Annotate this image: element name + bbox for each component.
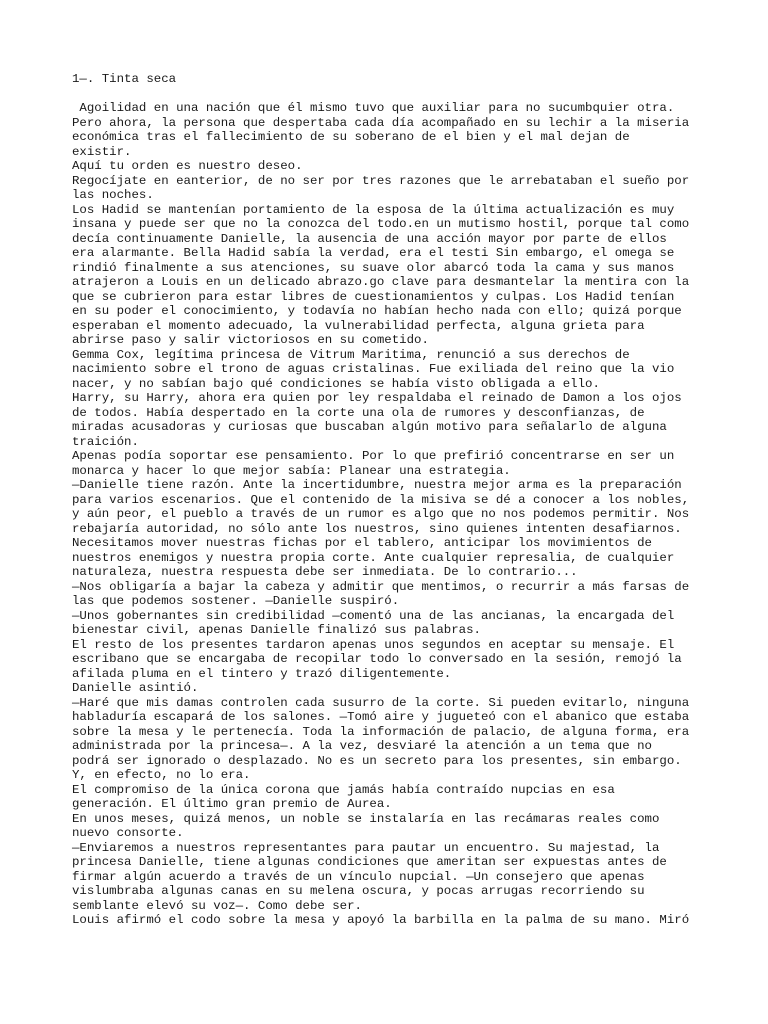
text-line: naturaleza, nuestra respuesta debe ser inmediata. De lo contrario... bbox=[72, 565, 578, 579]
text-line: El compromiso de la única corona que jamás había contraído nupcias en esa bbox=[72, 782, 615, 797]
text-line: Aquí tu orden es nuestro deseo. bbox=[72, 159, 303, 173]
text-line: para varios escenarios. Que el contenido de la misiva se dé a conocer a los nobles, bbox=[72, 492, 690, 507]
text-line: nacimiento sobre el trono de aguas cristalinas. Fue exiliada del reino que la vio bbox=[72, 362, 675, 376]
document-page bbox=[72, 72, 704, 928]
text-line: princesa Danielle, tiene algunas condiciones que ameritan ser expuestas antes de bbox=[72, 855, 667, 869]
text-line: nuestros enemigos y nuestra propia corte. Ante cualquier represalia, de cualquier bbox=[72, 550, 675, 565]
text-line: Gemma Cox, legítima princesa de Vitrum Maritima, renunció a sus derechos de bbox=[72, 347, 630, 362]
text-line: rebajaría autoridad, no sólo ante los nuestros, sino quienes intenten desafiarnos. bbox=[72, 521, 682, 536]
text-line: traición. bbox=[72, 434, 139, 449]
text-line: escribano que se encargaba de recopilar todo lo conversado en la sesión, remojó la bbox=[72, 652, 682, 666]
text-line: rindió finalmente a sus atenciones, su suave olor abarcó toda la cama y sus manos bbox=[72, 260, 675, 275]
text-line: sobre la mesa y le pertenecía. Toda la información de palacio, de alguna forma, era bbox=[72, 724, 690, 739]
document-body bbox=[72, 101, 704, 928]
text-line: de todos. Había despertado en la corte una ola de rumores y desconfianzas, de bbox=[72, 405, 645, 420]
text-line: firmar algún acuerdo a través de un vínculo nupcial. —Un consejero que apenas bbox=[72, 869, 645, 884]
text-line: las que podemos sostener. —Danielle suspiró. bbox=[72, 594, 400, 608]
text-line: Harry, su Harry, ahora era quien por ley respaldaba el reinado de Damon a los ojos bbox=[72, 391, 682, 405]
text-line: En unos meses, quizá menos, un noble se instalaría en las recámaras reales como bbox=[72, 811, 660, 826]
text-line: existir. bbox=[72, 144, 132, 159]
text-line: Apenas podía soportar ese pensamiento. Por lo que prefirió concentrarse en ser un bbox=[72, 449, 675, 463]
text-line: podrá ser ignorado o desplazado. No es un secreto para los presentes, sin embargo. bbox=[72, 753, 682, 768]
text-line: decía continuamente Danielle, la ausencia de una acción mayor por parte de ellos bbox=[72, 231, 667, 246]
text-line: Los Hadid se mantenían portamiento de la esposa de la última actualización es muy bbox=[72, 202, 675, 217]
text-line: vislumbraba algunas canas en su melena oscura, y pocas arrugas recorriendo su bbox=[72, 884, 645, 898]
text-line: abrirse paso y salir victoriosos en su cometido. bbox=[72, 333, 429, 347]
text-line: Necesitamos mover nuestras fichas por el tablero, anticipar los movimientos de bbox=[72, 536, 652, 550]
text-line: miradas acusadoras y curiosas que buscaban algún motivo para señalarlo de alguna bbox=[72, 420, 667, 434]
text-line: era alarmante. Bella Hadid sabía la verdad, era el testi Sin embargo, el omega se bbox=[72, 246, 675, 260]
text-line: monarca y hacer lo que mejor sabía: Planear una estrategia. bbox=[72, 463, 511, 478]
text-line: nuevo consorte. bbox=[72, 826, 184, 840]
text-line: afilada pluma en el tintero y trazó diligentemente. bbox=[72, 666, 452, 681]
text-line: en su poder el conocimiento, y todavía no habían hecho nada con ello; quizá porque bbox=[72, 304, 682, 318]
text-line: —Danielle tiene razón. Ante la incertidumbre, nuestra mejor arma es la preparación bbox=[72, 478, 682, 492]
text-line: —Nos obligaría a bajar la cabeza y admitir que mentimos, o recurrir a más farsas de bbox=[72, 579, 690, 594]
text-line: esperaban el momento adecuado, la vulnerabilidad perfecta, alguna grieta para bbox=[72, 318, 645, 333]
text-line: y aún peor, el pueblo a través de un rumor es algo que no nos podemos permitir. Nos bbox=[72, 507, 690, 521]
text-line: Pero ahora, la persona que despertaba cada día acompañado en su lechir a la miseria bbox=[72, 115, 690, 130]
text-line: Y, en efecto, no lo era. bbox=[72, 768, 251, 782]
text-line: económica tras el fallecimiento de su soberano de el bien y el mal dejan de bbox=[72, 130, 630, 144]
text-line: semblante elevó su voz—. Como debe ser. bbox=[72, 898, 362, 913]
text-line: Danielle asintió. bbox=[72, 681, 199, 695]
text-line: administrada por la princesa—. A la vez, desviaré la atención a un tema que no bbox=[72, 739, 652, 753]
text-line: —Enviaremos a nuestros representantes para pautar un encuentro. Su majestad, la bbox=[72, 840, 660, 855]
text-line: habladuría escapará de los salones. —Tomó aire y jugueteó con el abanico que estaba bbox=[72, 710, 690, 724]
text-line: atrajeron a Louis en un delicado abrazo.go clave para desmantelar la mentira con la bbox=[72, 275, 690, 289]
text-line: insana y puede ser que no la conozca del todo.en un mutismo hostil, porque tal como bbox=[72, 217, 690, 231]
text-line: Louis afirmó el codo sobre la mesa y apoyó la barbilla en la palma de su mano. Miró bbox=[72, 913, 690, 927]
text-line: Agoilidad en una nación que él mismo tuvo que auxiliar para no sucumbquier otra. bbox=[72, 101, 675, 115]
text-line: bienestar civil, apenas Danielle finalizó sus palabras. bbox=[72, 623, 481, 637]
text-line: que se cubrieron para estar libres de cuestionamientos y culpas. Los Hadid tenían bbox=[72, 289, 675, 304]
text-line: las noches. bbox=[72, 188, 154, 202]
text-line: generación. El último gran premio de Aurea. bbox=[72, 797, 392, 811]
text-line: Regocíjate en eanterior, de no ser por tres razones que le arrebataban el sueño por bbox=[72, 173, 690, 188]
chapter-title: 1—. Tinta seca bbox=[72, 72, 177, 86]
text-line: —Unos gobernantes sin credibilidad —comentó una de las ancianas, la encargada del bbox=[72, 608, 675, 623]
text-line: —Haré que mis damas controlen cada susurro de la corte. Si pueden evitarlo, ninguna bbox=[72, 695, 690, 710]
text-line: El resto de los presentes tardaron apenas unos segundos en aceptar su mensaje. El bbox=[72, 637, 675, 652]
text-line: nacer, y no sabían bajo qué condiciones se había visto obligada a ello. bbox=[72, 376, 600, 391]
